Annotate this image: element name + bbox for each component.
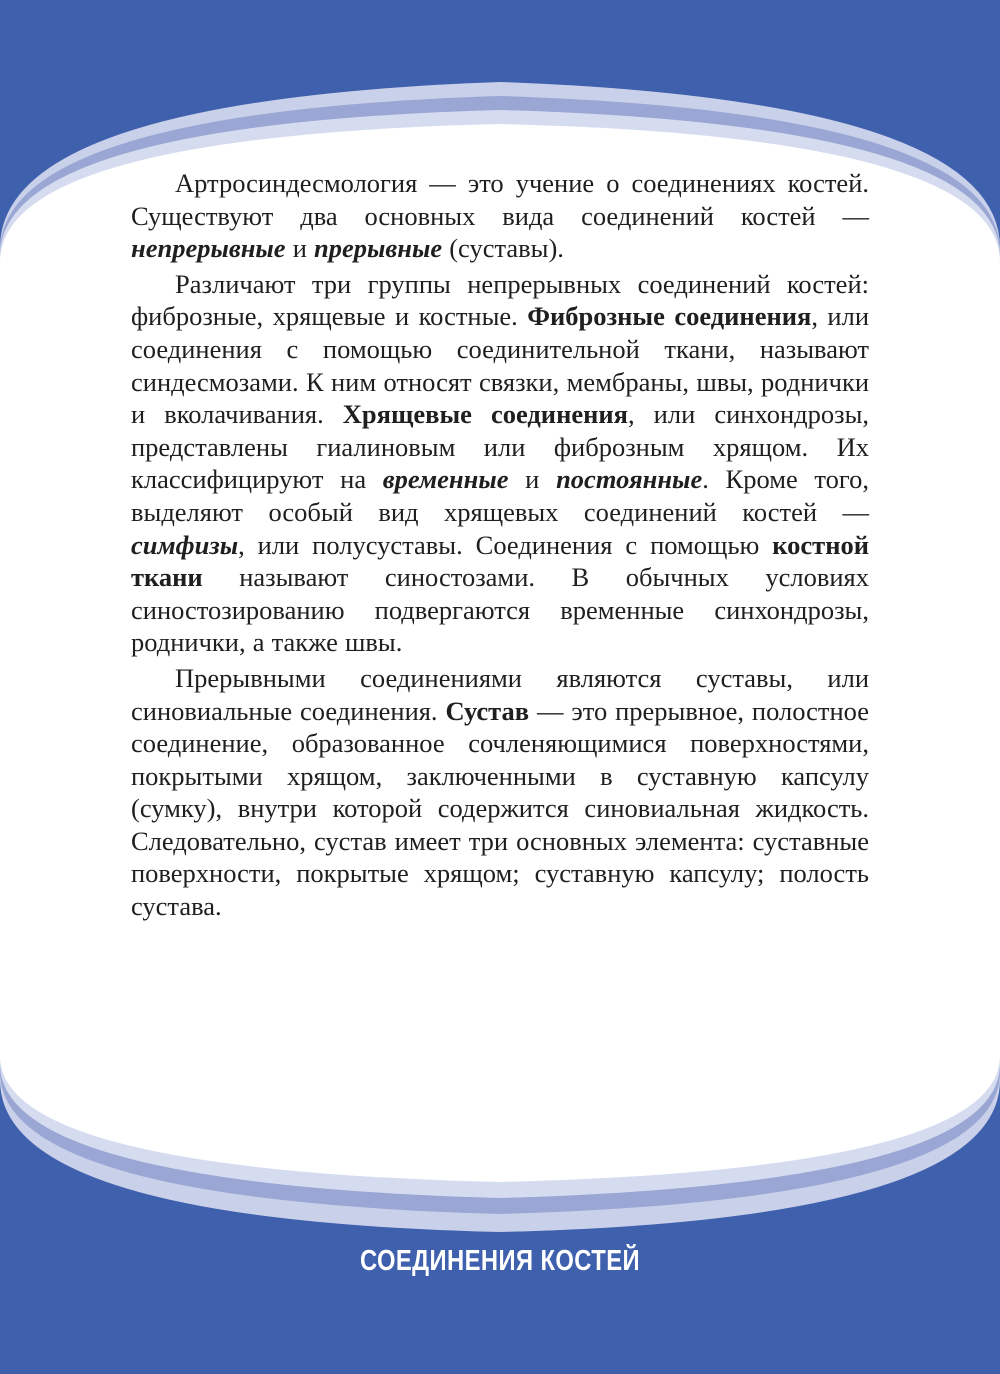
text-run: и [285, 233, 314, 264]
text-run: , или синхондрозы, представлены гиалиновым или фиброзным хрящом. Их классифицируют на [131, 399, 869, 495]
text-run: Прерывными соединениями являются суставы, или синовиальные соединения. [131, 662, 869, 726]
term-bone-tissue: костной ткани [131, 529, 869, 593]
text-run: , или полусуставы. Соединения с помощью [238, 529, 773, 560]
text-run: и [508, 464, 557, 495]
term-temporary: временные [382, 464, 509, 495]
term-continuous: непрерывные [131, 233, 286, 264]
text-run: , или соединения с помощью соединительной ткани, называют синдесмозами. К ним относят связки, мембраны, швы, роднички и вколачивания. [131, 301, 870, 430]
text-run: . Кроме того, выделяют особый вид хрящевых соединений костей — [131, 464, 869, 527]
body-text [131, 167, 869, 926]
text-run: Различают три группы непрерывных соединений костей: фиброзные, хрящевые и костные. [131, 268, 869, 332]
term-symphyses: симфизы [131, 529, 239, 560]
term-cartilaginous-joints: Хрящевые соединения [342, 399, 628, 430]
paragraph-intro [131, 167, 869, 265]
text-run: — это прерывное, полостное соединение, образованное сочленяющимися поверхностями, покрытыми хрящом, заключенными в суставную капсулу (сумку), внутри которой содержится синовиальная жидкость. Следовательно, сустав имеет три основных элемента: суставные поверхности, покрытые хрящом; суставную капсулу; полость сустава. [131, 695, 869, 922]
text-run: (суставы). [442, 233, 564, 264]
term-fibrous-joints: Фиброзные соединения [527, 301, 812, 332]
section-title-footer: СОЕДИНЕНИЯ КОСТЕЙ [359, 1245, 641, 1277]
term-joint: Сустав [445, 695, 530, 726]
paragraph-continuous-joints [131, 268, 869, 659]
term-permanent: постоянные [556, 464, 703, 495]
text-run: Артросиндесмология — это учение о соединениях костей. Существуют два основных вида соединений костей — [131, 168, 869, 231]
text-run: называют синостозами. В обычных условиях синостозированию подвергаются временные синхондрозы, роднички, а также швы. [131, 562, 869, 658]
paragraph-synovial-joints [131, 662, 869, 923]
term-discontinuous: прерывные [314, 233, 443, 264]
